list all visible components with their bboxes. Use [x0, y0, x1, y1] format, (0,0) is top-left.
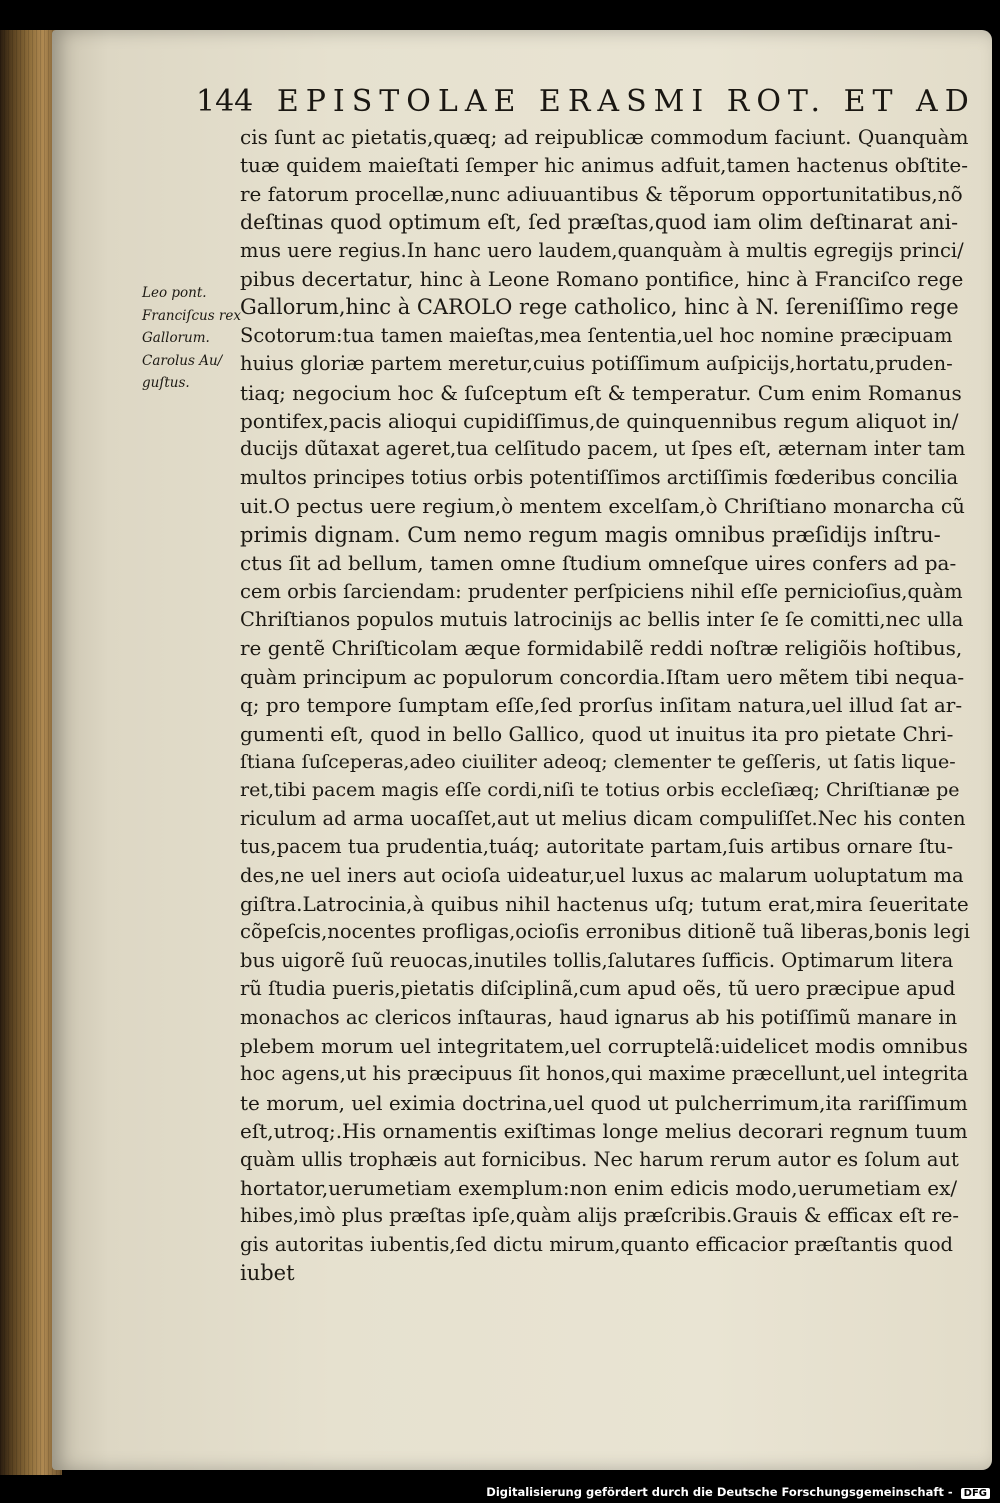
- text-line: des,ne uel iners aut ocioſa uideatur,uel luxus ac malarum uoluptatum ma: [240, 863, 964, 887]
- margin-note: Leo pont.: [142, 285, 207, 301]
- margin-note: Franciſcus rex: [142, 307, 241, 324]
- text-line: re gentẽ Chriſticolam æque formidabilẽ reddi noſtræ religiõis hoſtibus,: [240, 636, 963, 661]
- text-line: tus,pacem tua prudentia,tuáq; autoritate partam,ſuis artibus ornare ſtu-: [240, 835, 954, 859]
- margin-note: Carolus Au/: [142, 352, 223, 369]
- text-line: eſt,utroq;.His ornamentis exiſtimas longe melius decorari regnum tuum: [240, 1119, 968, 1144]
- text-line: ſtiana ſuſceperas,adeo ciuiliter adeoq; clementer te geſſeris, ut ſatis lique-: [240, 750, 956, 773]
- text-line: q; pro tempore ſumptam eſſe,ſed prorſus inſitam natura,uel illud ſat ar-: [240, 693, 963, 718]
- page-number: 144: [196, 84, 254, 119]
- funding-notice: [486, 1485, 990, 1499]
- text-line: gumenti eſt, quod in bello Gallico, quod ut inuitus ita pro pietate Chri-: [240, 721, 954, 746]
- text-line: cis ſunt ac pietatis,quæq; ad reipublicæ commodum faciunt. Quanquàm: [240, 125, 969, 149]
- text-line: giſtra.Latrocinia,à quibus nihil hactenus uſq; tutum erat,mira ſeueritate: [240, 891, 969, 916]
- text-line: cem orbis ſarciendam: prudenter perſpiciens nihil eſſe pernicioſius,quàm: [240, 579, 963, 603]
- text-line: tuæ quidem maieſtati ſemper hic animus adfuit,tamen hactenus obſtite-: [240, 153, 969, 178]
- footer-bar: [0, 1478, 1000, 1503]
- text-line: huius gloriæ partem meretur,cuius potiſſimum auſpicijs,hortatu,pruden-: [240, 352, 953, 376]
- text-line: multos principes totius orbis potentiſſimos arctiſſimis fœderibus concilia: [240, 465, 959, 489]
- margin-note: guſtus.: [142, 375, 190, 391]
- page-header: [196, 84, 976, 119]
- text-line: quàm ullis trophæis aut fornicibus. Nec harum rerum autor es ſolum aut: [240, 1147, 959, 1171]
- text-line: pibus decertatur, hinc à Leone Romano pontifice, hinc à Franciſco rege: [240, 267, 964, 292]
- running-title: EPISTOLAE ERASMI ROT. ET AD: [276, 84, 976, 119]
- text-line: mus uere regius.In hanc uero laudem,quanquàm à multis egregijs princi/: [240, 238, 964, 262]
- text-line: uit.O pectus uere regium,ò mentem excelſam,ò Chriſtiano monarcha cũ: [240, 494, 965, 519]
- text-line: re fatorum procellæ,nunc adiuuantibus & tẽporum opportunitatibus,nõ: [240, 181, 963, 206]
- funding-text: Digitalisierung gefördert durch die Deutsche Forschungsgemeinschaft -: [486, 1485, 953, 1499]
- text-line: tiaq; negocium hoc & ſuſceptum eſt & temperatur. Cum enim Romanus: [240, 380, 962, 405]
- text-line: ctus ſit ad bellum, tamen omne ſtudium omneſque uires confers ad pa-: [240, 551, 957, 576]
- text-line: iubet: [240, 1261, 295, 1286]
- text-line: primis dignam. Cum nemo regum magis omnibus præſidijs inſtru-: [240, 522, 941, 547]
- marginal-notes: [142, 282, 242, 395]
- text-line: hibes,imò plus præſtas ipſe,quàm alijs præſcribis.Grauis & efficax eſt re-: [240, 1204, 960, 1228]
- text-line: hoc agens,ut his præcipuus ſit honos,qui maxime præcellunt,uel integrita: [240, 1062, 969, 1086]
- text-line: rũ ſtudia pueris,pietatis diſciplinã,cum apud oẽs, tũ uero præcipue apud: [240, 977, 956, 1001]
- text-line: cõpeſcis,nocentes profligas,ocioſis erronibus ditionẽ tuã liberas,bonis legi: [240, 920, 970, 944]
- text-line: ducijs dũtaxat ageret,tua celſitudo pacem, ut ſpes eſt, æternam inter tam: [240, 437, 966, 461]
- text-line: gis autoritas iubentis,ſed dictu mirum,quanto efficacior præſtantis quod: [240, 1232, 954, 1256]
- text-line: hortator,uerumetiam exemplum:non enim edicis modo,uerumetiam ex/: [240, 1176, 958, 1201]
- text-line: monachos ac clericos inſtauras, haud ignarus ab his potiſſimũ manare in: [240, 1005, 958, 1029]
- text-line: Scotorum:tua tamen maieſtas,mea ſententia,uel hoc nomine præcipuam: [240, 323, 953, 347]
- text-line: te morum, uel eximia doctrina,uel quod ut pulcherrimum,ita rariſſimum: [240, 1090, 968, 1115]
- text-line: pontifex,pacis alioqui cupidiſſimus,de quinquennibus regum aliquot in/: [240, 409, 959, 434]
- text-line: Gallorum,hinc à CAROLO rege catholico, hinc à N. ſereniſſimo rege: [240, 295, 959, 320]
- text-line: bus uigorẽ ſuũ reuocas,inutiles tollis,ſalutares ſufficis. Optimarum litera: [240, 948, 954, 972]
- text-line: deſtinas quod optimum eſt, ſed præſtas,quod iam olim deſtinarat ani-: [240, 210, 959, 235]
- text-line: ret,tibi pacem magis eſſe cordi,niſi te totius orbis eccleſiæq; Chriſtianæ pe: [240, 779, 960, 802]
- dfg-logo: DFG: [961, 1488, 990, 1499]
- body-text: [240, 123, 970, 1288]
- margin-note: Gallorum.: [142, 330, 210, 346]
- text-line: riculum ad arma uocaſſet,aut ut melius dicam compuliſſet.Nec his conten: [240, 806, 966, 830]
- text-line: Chriſtianos populos mutuis latrocinijs ac bellis inter ſe ſe comitti,nec ulla: [240, 607, 964, 631]
- text-line: plebem morum uel integritatem,uel corruptelã:uidelicet modis omnibus: [240, 1034, 968, 1058]
- text-line: quàm principum ac populorum concordia.Iſtam uero mẽtem tibi nequa-: [240, 664, 965, 689]
